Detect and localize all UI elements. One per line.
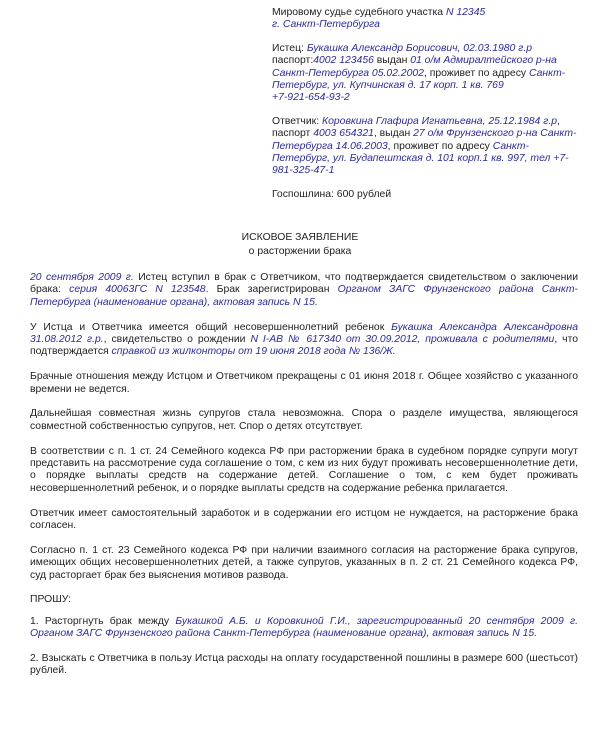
plaintiff-issued-by: 01 о/м Адмиралтейского р-на Санкт-Петербурга 05.02.2002	[272, 55, 557, 79]
plaintiff-block: Истец: Букашка Александр Борисович, 02.03.1980 г.р паспорт:4002 123456 выдан 01 о/м Адмиралтейского р-на Санкт-Петербурга 05.02.2002, проживет по адресу Санкт-Петербург, ул. Купчинская д. 17 корп. 1 кв. 769 +7-921-654-93-2	[272, 42, 566, 104]
marriage-paragraph: 20 сентября 2009 г. Истец вступил в брак с Ответчиком, что подтверждается свидетельством о заключении брака: серия 40063ГС N 123548. Брак зарегистрирован Органом ЗАГС Фрунзенского района Санкт-Петербурга (наименование органа), актовая запись N 15.	[30, 272, 579, 308]
plaintiff-name: Букашка Александр Борисович, 02.03.1980 г.р	[306, 42, 532, 54]
defendant-block: Ответчик: Коровкина Глафира Игнатьевна, 25.12.1984 г.р, паспорт 4003 654321, выдан 27 о/м Фрунзенского р-на Санкт-Петербурга 14.06.2003, проживет по адресу Санкт-Петербург, ул. Будапештская д. 101 корп.1 кв. 997, тел +7-981-325-47-1	[272, 115, 577, 177]
no-dispute-paragraph: Дальнейшая совместная жизнь супругов стала невозможна. Спора о разделе имущества, являющегося совместной собственностью супругов, нет. Спор о детях отсутствует.	[30, 408, 578, 432]
defendant-phone: , тел +7-981-325-47-1	[272, 153, 569, 177]
claim-body	[30, 272, 578, 690]
document-title: ИСКОВОЕ ЗАЯВЛЕНИЕ	[241, 232, 359, 243]
plaintiff-address: Санкт-Петербург, ул. Купчинская д. 17 корп. 1 кв. 769	[272, 67, 566, 92]
request-item-1: 1. Расторгнуть брак между Букашкой А.Б. и Коровкиной Г.И., зарегистрированный 20 сентября 2009 г. Органом ЗАГС Фрунзенского района Санкт-Петербурга (наименование органа), актовая запись N 15.	[30, 615, 578, 640]
defendant-name: Коровкина Глафира Игнатьевна, 25.12.1984 г.р	[321, 115, 558, 127]
plaintiff-phone: +7-921-654-93-2	[272, 92, 350, 104]
court-number: N 12345	[445, 7, 486, 18]
relations-paragraph: Брачные отношения между Истцом и Ответчиком прекращены с 01 июня 2018 г. Общее хозяйство с указанного времени не ведется.	[30, 371, 578, 395]
defendant-passport: 4003 654321	[313, 128, 374, 140]
court-line: Мировому судье судебного участка N 12345	[272, 7, 486, 18]
defendant-issued-by: 27 о/м Фрунзенского р-на Санкт-Петербурга 14.06.2003	[272, 128, 577, 152]
state-fee: Госпошлина: 600 рублей	[272, 188, 392, 200]
request-heading: ПРОШУ:	[30, 594, 72, 606]
defendant-income-paragraph: Ответчик имеет самостоятельный заработок и в содержании его истцом не нуждается, на расторжение брака согласен.	[30, 507, 578, 532]
document-subtitle: о расторжении брака	[248, 246, 352, 257]
family-code-24-paragraph: В соответствии с п. 1 ст. 24 Семейного кодекса РФ при расторжении брака в судебном порядке супруги могут представить на рассмотрение суда соглашение о том, с кем из них будут проживать несовершеннолетние дети, о порядке выплаты средств на содержание детей. Соглашение о том, с кем будет проживать несовершеннолетний ребенок, и о порядке выплаты средств на содержание ребенка прилагается.	[30, 445, 578, 494]
request-item-2: 2. Взыскать с Ответчика в пользу Истца расходы на оплату государственной пошлины в размере 600 (шестьсот) рублей.	[30, 653, 578, 677]
child-paragraph: У Истца и Ответчика имеется общий несовершеннолетний ребенок Букашка Александра Александровна 31.08.2012 г.р., свидетельство о рождении N I-АВ № 617340 от 30.09.2012, проживала с родителями, что подтверждается справкой из жилконторы от 19 июня 2018 года № 136/Ж.	[30, 321, 578, 358]
plaintiff-passport: 4002 123456	[313, 55, 374, 67]
claim-header	[272, 7, 582, 201]
court-city: г. Санкт-Петербурга	[272, 19, 380, 31]
defendant-address: Санкт-Петербург, ул. Будапештская д. 101 корп.1 кв. 997	[272, 140, 529, 165]
family-code-23-paragraph: Согласно п. 1 ст. 23 Семейного кодекса РФ при наличии взаимного согласия на расторжение брака супругов, имеющих общих несовершеннолетних детей, а также супругов, указанных в п. 2 ст. 21 Семейного кодекса РФ, суд расторгает брак без выяснения мотивов развода.	[30, 544, 578, 581]
